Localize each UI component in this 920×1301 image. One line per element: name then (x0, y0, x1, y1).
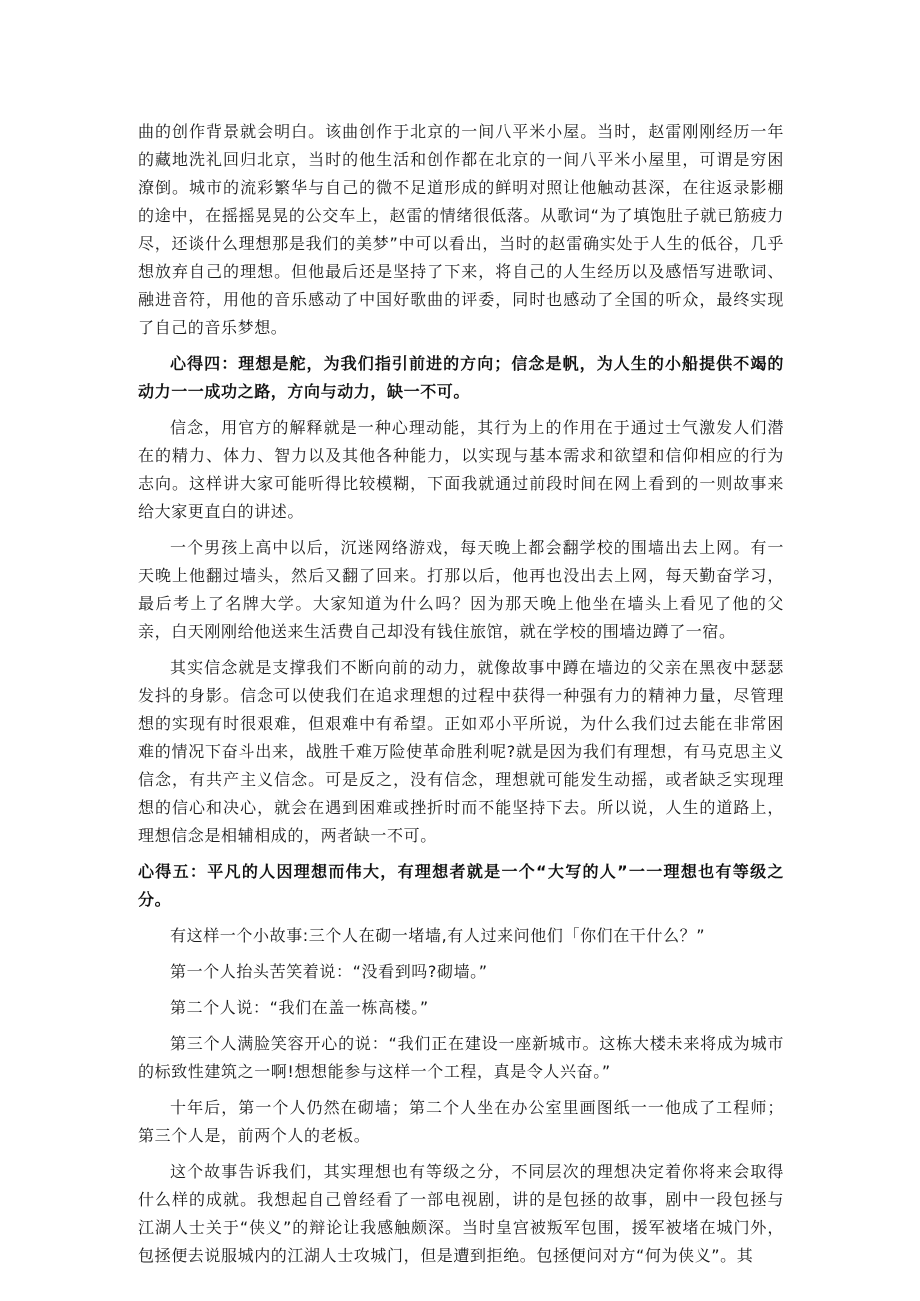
paragraph: 一个男孩上高中以后，沉迷网络游戏，每天晚上都会翻学校的围墙出去上网。有一天晚上他翻过墙头，然后又翻了回来。打那以后，他再也没出去上网，每天勤奋学习，最后考上了名牌大学。大家知道为什么吗？因为那天晚上他坐在墙头上看见了他的父亲，白天刚刚给他送来生活费自己却没有钱住旅馆，就在学校的围墙边蹲了一宿。 (138, 538, 784, 641)
paragraph: 第三个人满脸笑容开心的说：“我们正在建设一座新城市。这栋大楼未来将成为城市的标致性建筑之一啊!想想能参与这样一个工程，真是令人兴奋。” (138, 1034, 784, 1081)
paragraph: 第二个人说：“我们在盖一栋高楼。” (170, 998, 429, 1017)
section-heading: 心得五：平凡的人因理想而伟大，有理想者就是一个“大写的人”一一理想也有等级之分。 (138, 862, 784, 909)
paragraph: 有这样一个小故事:三个人在砌一堵墙,有人过来问他们「你们在干什么？” (170, 926, 706, 945)
paragraph: 其实信念就是支撑我们不断向前的动力，就像故事中蹲在墙边的父亲在黑夜中瑟瑟发抖的身影。信念可以使我们在追求理想的过程中获得一种强有力的精神力量，尽管理想的实现有时很艰难，但艰难中有希望。正如邓小平所说，为什么我们过去能在非常困难的情况下奋斗出来，战胜千难万险使革命胜利呢?就是因为我们有理想，有马克思主义信念，有共产主义信念。可是反之，没有信念，理想就可能发生动摇，或者缺乏实现理想的信心和决心，就会在遇到困难或挫折时而不能坚持下去。所以说，人生的道路上，理想信念是相辅相成的，两者缺一不可。 (138, 658, 784, 845)
paragraph: 信念，用官方的解释就是一种心理动能，其行为上的作用在于通过士气激发人们潜在的精力、体力、智力以及其他各种能力，以实现与基本需求和欲望和信仰相应的行为志向。这样讲大家可能听得比较模糊，下面我就通过前段时间在网上看到的一则故事来给大家更直白的讲述。 (138, 418, 784, 521)
section-heading: 心得四：理想是舵，为我们指引前进的方向；信念是帆，为人生的小船提供不竭的动力一一成功之路，方向与动力，缺一不可。 (138, 354, 784, 401)
document-body (138, 118, 784, 1278)
paragraph: 第一个人抬头苦笑着说：“没看到吗?砌墙。” (170, 962, 488, 981)
paragraph: 十年后，第一个人仍然在砌墙；第二个人坐在办公室里画图纸一一他成了工程师；第三个人是，前两个人的老板。 (138, 1098, 784, 1145)
paragraph: 这个故事告诉我们，其实理想也有等级之分，不同层次的理想决定着你将来会取得什么样的成就。我想起自己曾经看了一部电视剧，讲的是包拯的故事，剧中一段包拯与江湖人士关于“侠义”的辩论让我感触颇深。当时皇宫被叛军包围，援军被堵在城门外，包拯便去说服城内的江湖人士攻城门，但是遭到拒绝。包拯便问对方“何为侠义”。其 (138, 1162, 784, 1265)
paragraph: 曲的创作背景就会明白。该曲创作于北京的一间八平米小屋。当时，赵雷刚刚经历一年的藏地洗礼回归北京，当时的他生活和创作都在北京的一间八平米小屋里，可谓是穷困潦倒。城市的流彩繁华与自己的微不足道形成的鲜明对照让他触动甚深，在往返录影棚的途中，在摇摇晃晃的公交车上，赵雷的情绪很低落。从歌词“为了填饱肚子就已筋疲力尽，还谈什么理想那是我们的美梦”中可以看出，当时的赵雷确实处于人生的低谷，几乎想放弃自己的理想。但他最后还是坚持了下来，将自己的人生经历以及感悟写进歌词、融进音符，用他的音乐感动了中国好歌曲的评委，同时也感动了全国的听众，最终实现了自己的音乐梦想。 (138, 122, 784, 337)
